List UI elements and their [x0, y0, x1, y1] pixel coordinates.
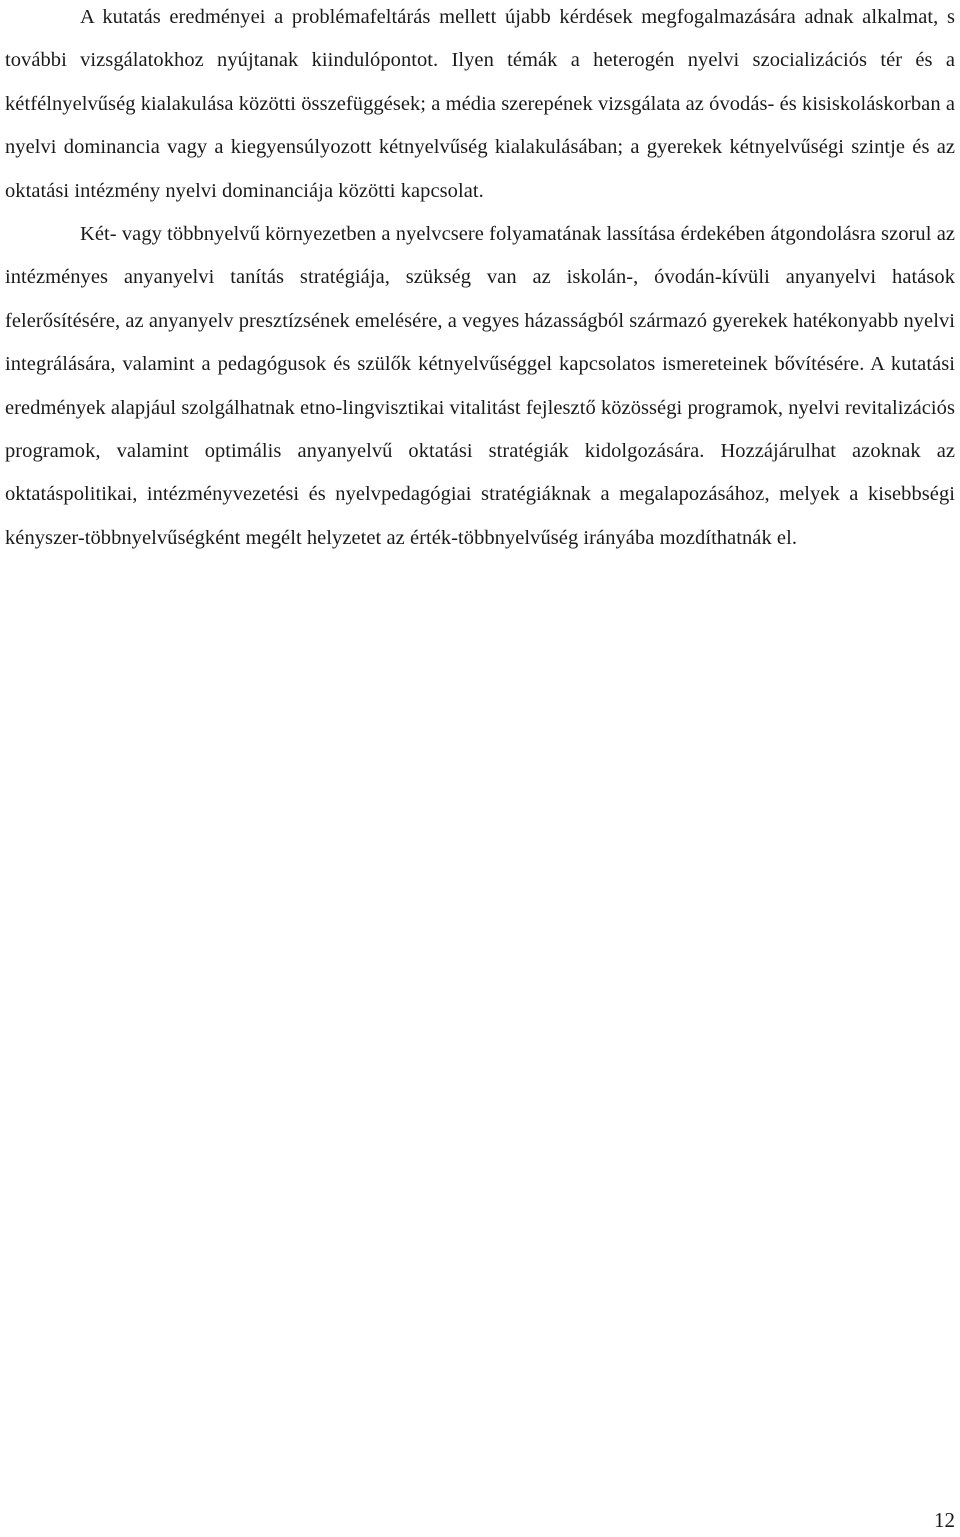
page-body	[5, 0, 955, 560]
paragraph-research-results: A kutatás eredményei a problémafeltárás mellett újabb kérdések megfogalmazására adnak alkalmat, s további vizsgálatokhoz nyújtanak kiindulópontot. Ilyen témák a heterogén nyelvi szocializációs tér és a kétfélnyelvűség kialakulása közötti összefüggések; a média szerepének vizsgálata az óvodás- és kisiskoláskorban a nyelvi dominancia vagy a kiegyensúlyozott kétnyelvűség kialakulásában; a gyerekek kétnyelvűségi szintje és az oktatási intézmény nyelvi dominanciája közötti kapcsolat.	[5, 6, 955, 202]
page-number: 12	[934, 1508, 955, 1532]
paragraph-bilingual-environment: Két- vagy többnyelvű környezetben a nyelvcsere folyamatának lassítása érdekében átgondolásra szorul az intézményes anyanyelvi tanítás stratégiája, szükség van az iskolán-, óvodán-kívüli anyanyelvi hatások felerősítésére, az anyanyelv presztízsének emelésére, a vegyes házasságból származó gyerekek hatékonyabb nyelvi integrálására, valamint a pedagógusok és szülők kétnyelvűséggel kapcsolatos ismereteinek bővítésére. A kutatási eredmények alapjául szolgálhatnak etno-lingvisztikai vitalitást fejlesztő közösségi programok, nyelvi revitalizációs programok, valamint optimális anyanyelvű oktatási stratégiák kidolgozására. Hozzájárulhat azoknak az oktatáspolitikai, intézményvezetési és nyelvpedagógiai stratégiáknak a megalapozásához, melyek a kisebbségi kényszer-többnyelvűségként megélt helyzetet az érték-többnyelvűség irányába mozdíthatnák el.	[5, 223, 955, 549]
